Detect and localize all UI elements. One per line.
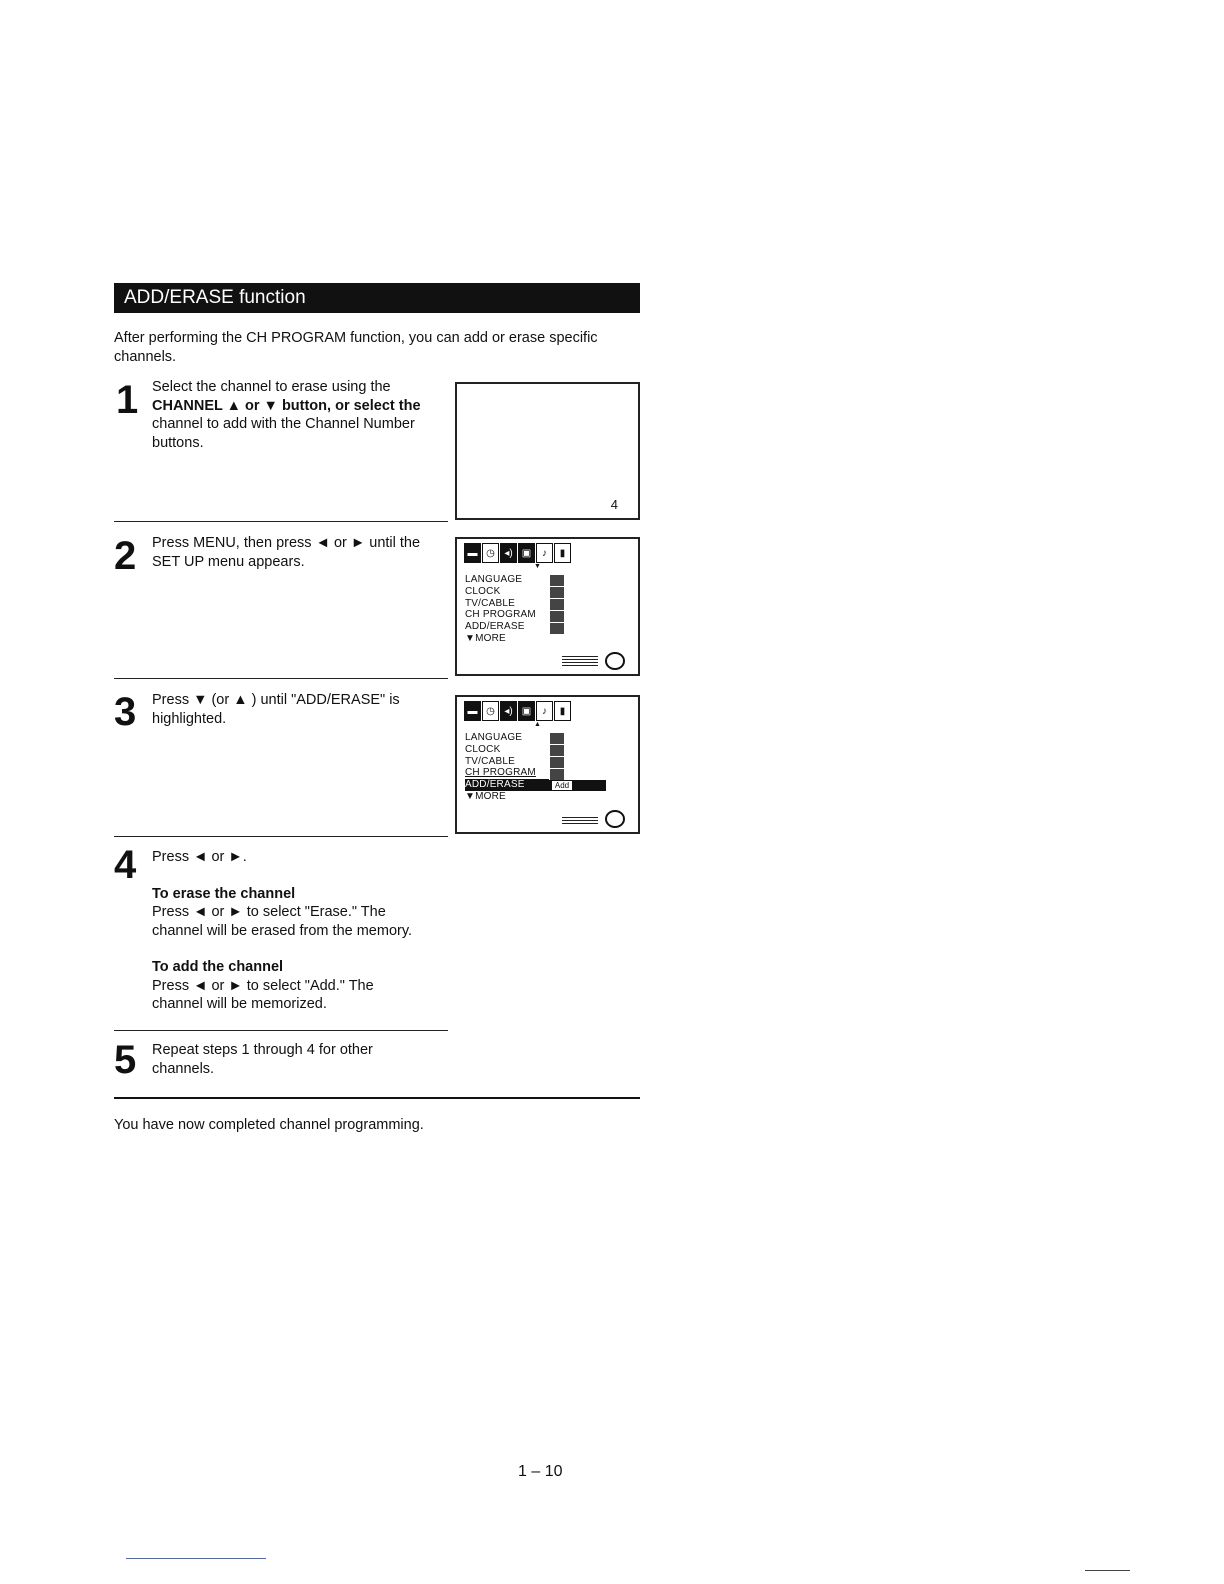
menu-item-add-erase: ADD/ERASE bbox=[465, 621, 525, 633]
step-3-line-1: Press ▼ (or ▲ ) until "ADD/ERASE" is bbox=[152, 692, 400, 708]
menu-item-ch-program: CH PROGRAM bbox=[465, 609, 536, 621]
erase-line-2: channel will be erased from the memory. bbox=[152, 922, 413, 939]
tv-screen-channel bbox=[455, 382, 640, 520]
menu-item-ch-program: CH PROGRAM bbox=[465, 767, 536, 779]
step-3-line-2: highlighted. bbox=[152, 710, 227, 727]
menu-item-clock: CLOCK bbox=[465, 585, 501, 597]
footer-mark bbox=[1085, 1570, 1130, 1571]
step-1-text bbox=[152, 378, 452, 452]
menu-item-tv-cable: TV/CABLE bbox=[465, 755, 515, 767]
step-1-line-4: buttons. bbox=[152, 434, 204, 451]
up-arrow-icon: ▲ bbox=[534, 721, 541, 728]
menu-value-block bbox=[550, 611, 564, 622]
hint-text bbox=[562, 656, 598, 668]
intro-text: After performing the CH PROGRAM function, you can add or erase specific channels. bbox=[114, 330, 598, 365]
menu-value-block bbox=[550, 733, 564, 744]
menu-item-tv-cable: TV/CABLE bbox=[465, 597, 515, 609]
add-line-2: channel will be memorized. bbox=[152, 996, 327, 1012]
channel-number: 4 bbox=[610, 497, 618, 512]
step-4-number: 4 bbox=[114, 843, 137, 887]
menu-value-block bbox=[550, 575, 564, 586]
step-1-line-1: Select the channel to erase using the bbox=[152, 379, 391, 395]
picture-icon: ▬ bbox=[464, 701, 481, 721]
step-1-line-2: CHANNEL ▲ or ▼ button, or select the bbox=[152, 397, 421, 414]
step-3-number: 3 bbox=[114, 690, 137, 734]
conclusion-text: You have now completed channel programming. bbox=[114, 1117, 424, 1133]
step-5-number: 5 bbox=[114, 1038, 137, 1082]
add-heading: To add the channel bbox=[152, 959, 284, 975]
menu-value-column bbox=[550, 733, 564, 780]
erase-heading: To erase the channel bbox=[152, 885, 296, 902]
step-5-line-1: Repeat steps 1 through 4 for other bbox=[152, 1042, 373, 1058]
add-line-1: Press ◄ or ► to select "Add." The bbox=[152, 977, 374, 994]
step-5-line-2: channels. bbox=[152, 1060, 215, 1077]
step-5-text bbox=[152, 1041, 452, 1078]
menu-value-block bbox=[550, 587, 564, 598]
menu-item-add-erase-highlighted: ADD/ERASE bbox=[465, 779, 549, 791]
channel-icon: ▣ bbox=[518, 543, 535, 563]
menu-value-block bbox=[550, 745, 564, 756]
step-2-line-2: SET UP menu appears. bbox=[152, 553, 305, 570]
menu-icon-row bbox=[464, 543, 571, 563]
add-value: Add bbox=[552, 781, 572, 790]
divider bbox=[114, 836, 448, 837]
menu-item-more: ▼MORE bbox=[465, 632, 506, 644]
menu-value-column bbox=[550, 575, 564, 634]
remote-button-icon bbox=[605, 810, 625, 828]
footer-link-line bbox=[126, 1558, 266, 1559]
menu-value-block bbox=[550, 757, 564, 768]
menu-item-language: LANGUAGE bbox=[465, 574, 523, 585]
timer-icon: ◷ bbox=[482, 701, 499, 721]
lock-icon: ▮ bbox=[554, 543, 571, 563]
audio-icon: ◂) bbox=[500, 701, 517, 721]
setup-icon: ♪ bbox=[536, 543, 553, 563]
page-number: 1 – 10 bbox=[518, 1463, 563, 1480]
audio-icon: ◂) bbox=[500, 543, 517, 563]
step-1-line-3: channel to add with the Channel Number bbox=[152, 416, 415, 432]
menu-value-block bbox=[550, 599, 564, 610]
divider bbox=[114, 1030, 448, 1031]
menu-icon-row bbox=[464, 701, 571, 721]
erase-line-1: Press ◄ or ► to select "Erase." The bbox=[152, 904, 386, 920]
down-arrow-icon: ▼ bbox=[534, 563, 541, 570]
section-title: ADD/ERASE function bbox=[114, 283, 640, 313]
remote-button-icon bbox=[605, 652, 625, 670]
lock-icon: ▮ bbox=[554, 701, 571, 721]
menu-list bbox=[465, 732, 549, 803]
menu-item-clock: CLOCK bbox=[465, 743, 501, 755]
menu-list bbox=[465, 574, 536, 645]
step-3-text bbox=[152, 691, 452, 728]
picture-icon: ▬ bbox=[464, 543, 481, 563]
step-2-text bbox=[152, 534, 452, 571]
divider bbox=[114, 521, 448, 522]
divider bbox=[114, 678, 448, 679]
step-2-line-1: Press MENU, then press ◄ or ► until the bbox=[152, 535, 421, 551]
step-4-text bbox=[152, 848, 472, 1014]
timer-icon: ◷ bbox=[482, 543, 499, 563]
menu-value-block bbox=[550, 769, 564, 780]
menu-value-block bbox=[550, 623, 564, 634]
menu-item-more: ▼MORE bbox=[465, 790, 506, 802]
step-1-number: 1 bbox=[116, 378, 139, 422]
section-end-rule bbox=[114, 1097, 640, 1099]
setup-menu-highlight-screen bbox=[455, 695, 640, 834]
step-4-press: Press ◄ or ►. bbox=[152, 849, 247, 865]
setup-menu-screen bbox=[455, 537, 640, 676]
hint-text bbox=[562, 817, 598, 826]
setup-icon: ♪ bbox=[536, 701, 553, 721]
step-2-number: 2 bbox=[114, 534, 137, 578]
menu-item-language: LANGUAGE bbox=[465, 732, 523, 743]
channel-icon: ▣ bbox=[518, 701, 535, 721]
